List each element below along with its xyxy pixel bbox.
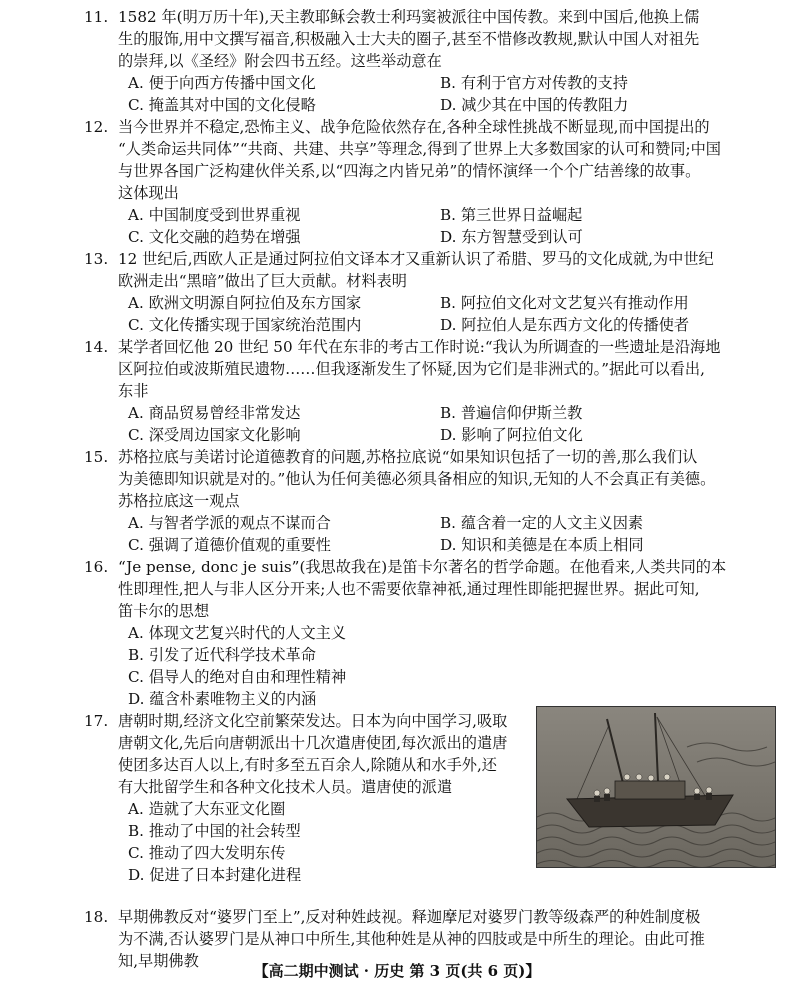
question-text-line: 使团多达百人以上,有时多至五百余人,除随从和水手外,还 [118, 756, 497, 774]
option-d: D. 东方智慧受到认可 [440, 228, 583, 246]
option-a: A. 中国制度受到世界重视 [128, 206, 301, 224]
option-a: A. 便于向西方传播中国文化 [128, 74, 316, 92]
question-text-line: 早期佛教反对“婆罗门至上”,反对种姓歧视。释迦摩尼对婆罗门教等级森严的种姓制度极 [118, 908, 701, 926]
question-text-line: 唐朝时期,经济文化空前繁荣发达。日本为向中国学习,吸取 [118, 712, 508, 730]
question-13 [84, 248, 778, 336]
question-text-line: 知,早期佛教 [118, 952, 199, 970]
question-text-line: “人类命运共同体”“共商、共建、共享”等理念,得到了世界上大多数国家的认可和赞同;中国 [118, 140, 721, 158]
question-number: 17. [84, 712, 109, 730]
option-c: C. 文化传播实现于国家统治范围内 [128, 316, 362, 334]
option-row [118, 292, 778, 314]
ship-painting-image [536, 706, 776, 868]
option-row [118, 402, 778, 424]
question-text-line: 有大批留学生和各种文化技术人员。遣唐使的派遣 [118, 778, 453, 796]
option-row [118, 512, 778, 534]
option-d: D. 阿拉伯人是东西方文化的传播使者 [440, 316, 690, 334]
question-text-line: “Je pense, donc je suis”(我思故我在)是笛卡尔著名的哲学命题。在他看来,人类共同的本 [118, 558, 727, 576]
option-a: A. 与智者学派的观点不谋而合 [128, 514, 331, 532]
option-row [118, 72, 778, 94]
option-row [118, 424, 778, 446]
option-c: C. 推动了四大发明东传 [128, 844, 286, 862]
question-number: 14. [84, 338, 109, 356]
option-row [118, 204, 778, 226]
option-d: D. 蕴含朴素唯物主义的内涵 [128, 690, 317, 708]
option-row [118, 226, 778, 248]
option-a: A. 欧洲文明源自阿拉伯及东方国家 [128, 294, 362, 312]
question-number: 18. [84, 908, 109, 926]
question-text-line: 与世界各国广泛构建伙伴关系,以“四海之内皆兄弟”的情怀演绎一个个广结善缘的故事。 [118, 162, 701, 180]
page-footer: 【高二期中测试 · 历史 第 3 页(共 6 页)】 [253, 962, 541, 980]
question-number: 11. [84, 8, 109, 26]
question-text-line: 生的服饰,用中文撰写福音,积极融入士大夫的圈子,甚至不惜修改教规,默认中国人对祖先 [118, 30, 700, 48]
question-text-line: 为不满,否认婆罗门是从神口中所生,其他种姓是从神的四肢或是中所生的理论。由此可推 [118, 930, 705, 948]
question-text-line: 唐朝文化,先后向唐朝派出十几次遣唐使团,每次派出的遣唐 [118, 734, 508, 752]
question-text-line: 性即理性,把人与非人区分开来;人也不需要依靠神祇,通过理性即能把握世界。据此可知, [118, 580, 700, 598]
option-c: C. 强调了道德价值观的重要性 [128, 536, 331, 554]
question-number: 12. [84, 118, 109, 136]
option-b: B. 阿拉伯文化对文艺复兴有推动作用 [440, 294, 689, 312]
question-12 [84, 116, 778, 248]
question-number: 13. [84, 250, 109, 268]
option-d: D. 影响了阿拉伯文化 [440, 426, 583, 444]
question-text-line: 当今世界并不稳定,恐怖主义、战争危险依然存在,各种全球性挑战不断显现,而中国提出的 [118, 118, 710, 136]
question-text-line: 的崇拜,以《圣经》附会四书五经。这些举动意在 [118, 52, 442, 70]
option-a: A. 体现文艺复兴时代的人文主义 [128, 624, 347, 642]
question-text-line: 12 世纪后,西欧人正是通过阿拉伯文译本才又重新认识了希腊、罗马的文化成就,为中世纪 [118, 250, 714, 268]
question-text-line: 1582 年(明万历十年),天主教耶稣会教士利玛窦被派往中国传教。来到中国后,他换上儒 [118, 8, 700, 26]
option-b: B. 推动了中国的社会转型 [128, 822, 301, 840]
option-b: B. 有利于官方对传教的支持 [440, 74, 628, 92]
question-text-line: 这体现出 [118, 184, 179, 202]
option-c: C. 深受周边国家文化影响 [128, 426, 301, 444]
option-row [118, 314, 778, 336]
option-b: B. 第三世界日益崛起 [440, 206, 583, 224]
question-text-line: 笛卡尔的思想 [118, 602, 210, 620]
question-text-line: 欧洲走出“黑暗”做出了巨大贡献。材料表明 [118, 272, 407, 290]
option-a: A. 商品贸易曾经非常发达 [128, 404, 301, 422]
question-number: 15. [84, 448, 109, 466]
question-number: 16. [84, 558, 109, 576]
question-text-line: 为美德即知识就是对的。”他认为任何美德必须具备相应的知识,无知的人不会真正有美德。 [118, 470, 716, 488]
question-text-line: 区阿拉伯或波斯殖民遗物……但我逐渐发生了怀疑,因为它们是非洲式的。”据此可以看出, [118, 360, 705, 378]
option-d: D. 减少其在中国的传教阻力 [440, 96, 629, 114]
question-text-line: 苏格拉底与美诺讨论道德教育的问题,苏格拉底说“如果知识包括了一切的善,那么我们认 [118, 448, 698, 466]
question-11 [84, 6, 778, 116]
ship-painting-svg [537, 707, 775, 867]
question-text-line: 某学者回忆他 20 世纪 50 年代在东非的考古工作时说:“我认为所调查的一些遗址是沿海地 [118, 338, 721, 356]
option-row [118, 94, 778, 116]
option-b: B. 普遍信仰伊斯兰教 [440, 404, 583, 422]
option-c: C. 掩盖其对中国的文化侵略 [128, 96, 316, 114]
option-c: C. 倡导人的绝对自由和理性精神 [128, 668, 347, 686]
question-text-line: 东非 [118, 382, 149, 400]
question-text-line: 苏格拉底这一观点 [118, 492, 240, 510]
option-a: A. 造就了大东亚文化圈 [128, 800, 286, 818]
option-d: D. 知识和美德是在本质上相同 [440, 536, 644, 554]
question-14 [84, 336, 778, 446]
question-15 [84, 446, 778, 556]
question-17 [84, 710, 528, 886]
option-b: B. 引发了近代科学技术革命 [128, 646, 316, 664]
question-16 [84, 556, 778, 710]
option-c: C. 文化交融的趋势在增强 [128, 228, 301, 246]
option-b: B. 蕴含着一定的人文主义因素 [440, 514, 644, 532]
option-row [118, 534, 778, 556]
option-d: D. 促进了日本封建化进程 [128, 866, 302, 884]
